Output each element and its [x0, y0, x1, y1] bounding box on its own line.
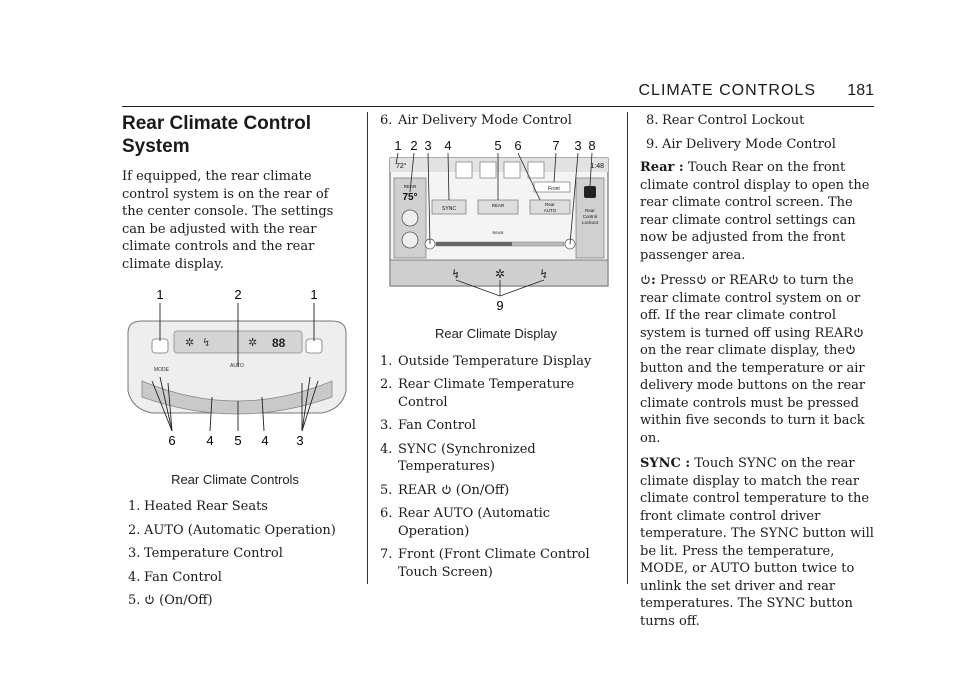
mode-glyph: ↯: [202, 336, 212, 349]
rear-climate-controls-illustration: [122, 281, 352, 461]
callout: 1: [394, 137, 402, 153]
power-icon: [441, 484, 452, 495]
callout: 5: [494, 137, 502, 153]
sync-paragraph: SYNC : Touch SYNC on the rear climate display to match the rear climate control temperature to the front climate control driver temperature. The SYNC button will be lit. Press the temperature, MODE, or AUTO button twice to unlink the set driver and rear temperatures. The SYNC button turns off.: [640, 456, 874, 629]
mode-glyph: ✲: [494, 266, 506, 281]
callout: 3: [296, 433, 304, 448]
column-1: [122, 112, 348, 616]
heated-seat-button: [152, 339, 168, 353]
rear-climate-display-illustration: [380, 136, 612, 316]
callout: 4: [444, 137, 452, 153]
rear-power-label: REAR: [491, 202, 505, 208]
list-item: 5. (On/Off): [128, 593, 213, 608]
clock: 1:48: [590, 162, 604, 170]
power-icon: [696, 274, 707, 285]
callout: 1: [156, 287, 164, 302]
intro-paragraph: If equipped, the rear climate control system is on the rear of the center console. The settings can be adjusted with the rear climate controls and the rear climate display.: [122, 169, 334, 272]
callout: 7: [552, 137, 560, 153]
rear-term: Rear :: [640, 160, 684, 175]
fan-slider-fill: [436, 242, 512, 246]
list-item: 2. AUTO (Automatic Operation): [128, 522, 336, 538]
display-legend-list: [380, 353, 612, 582]
list-item: 5. REAR (On/Off): [380, 482, 510, 498]
callout: 9: [496, 297, 504, 313]
list-item: 6. Air Delivery Mode Control: [380, 113, 572, 128]
legend-list: [122, 498, 348, 610]
page-header: [122, 82, 874, 106]
column-3: [640, 112, 876, 638]
sync-term: SYNC :: [640, 456, 691, 471]
power-icon: [845, 344, 856, 355]
icon-tile: [456, 162, 472, 178]
top-bar: [390, 158, 608, 172]
fan-glyph: ✲: [185, 336, 195, 349]
auto-label: AUTO: [230, 363, 244, 369]
power-paragraph: : Press or REAR to turn the rear climate control system on or off. If the rear climate control system is turned off using REAR on the rear climate display, the button and the temperature or air delivery mode buttons on the rear climate controls must be pressed within five seconds to turn it back on.: [640, 273, 866, 446]
rear-climate-controls-figure: [122, 281, 348, 488]
lock-icon: [584, 186, 596, 198]
figure-caption: Rear Climate Display: [434, 326, 558, 341]
list-item: 1. Outside Temperature Display: [380, 353, 592, 369]
list-item: 6. Rear AUTO (Automatic Operation): [380, 506, 551, 539]
sync-label: SYNC: [442, 205, 456, 212]
callout: 2: [234, 287, 242, 302]
section-heading: Rear Climate Control System: [122, 113, 311, 157]
list-item: 2. Rear Climate Temperature Control: [380, 377, 575, 410]
callout: 3: [424, 137, 432, 153]
fan-glyph: ✲: [248, 336, 258, 349]
icon-tile: [504, 162, 520, 178]
list-item: 4. Fan Control: [128, 569, 222, 585]
figure-caption: Rear Climate Controls: [171, 471, 299, 487]
power-icon: [768, 274, 779, 285]
lockout-label: Control: [582, 213, 598, 219]
list-item: 3. Fan Control: [380, 418, 476, 433]
lockout-label: Lockout: [582, 219, 598, 225]
setpoint: 75°: [402, 191, 418, 203]
icon-tile: [480, 162, 496, 178]
callout: 4: [206, 433, 214, 448]
legend-list-continued: [380, 112, 612, 130]
fan-label: REAR: [492, 229, 504, 235]
mode-glyph: ↯: [538, 266, 550, 281]
callout: 2: [410, 137, 418, 153]
rear-paragraph: Rear : Touch Rear on the front climate control display to open the rear climate control screen. The rear climate control settings can now be adjusted from the front passenger area.: [640, 160, 870, 263]
display-legend-list-continued: [640, 112, 876, 153]
rear-climate-display-figure: [380, 136, 612, 343]
list-item: 1. Heated Rear Seats: [128, 499, 268, 514]
temp-down-button: [402, 232, 418, 248]
mode-label: MODE: [154, 367, 169, 373]
callout: 8: [588, 137, 596, 153]
power-icon: [853, 327, 864, 338]
callout: 4: [261, 433, 269, 448]
list-item: 4. SYNC (Synchronized Temperatures): [380, 441, 536, 474]
section-title: CLIMATE CONTROLS: [638, 82, 816, 99]
front-label: Front: [548, 185, 560, 192]
header-rule: [122, 106, 874, 107]
callout: 3: [574, 137, 582, 153]
temp-up-button: [402, 210, 418, 226]
rear-temp-label: REAR: [403, 183, 417, 189]
list-item: 3. Temperature Control: [128, 546, 283, 561]
list-item: 7. Front (Front Climate Control Touch Screen): [380, 547, 590, 580]
callout: 5: [234, 433, 242, 448]
outside-temp: 72°: [396, 162, 407, 170]
list-item: 8. Rear Control Lockout: [646, 113, 805, 128]
rear-auto-label: Rear: [545, 201, 555, 207]
icon-tile: [528, 162, 544, 178]
power-icon: [144, 594, 155, 605]
lockout-label: Rear: [585, 207, 595, 213]
column-2: [380, 112, 612, 587]
column-divider: [367, 112, 368, 584]
page-number: 181: [847, 82, 874, 99]
display-digits: 88: [272, 336, 286, 350]
mode-glyph: ↯: [450, 266, 462, 281]
callout: 1: [310, 287, 318, 302]
callout: 6: [168, 433, 176, 448]
list-item: 9. Air Delivery Mode Control: [646, 136, 836, 152]
callout: 6: [514, 137, 522, 153]
heated-seat-button: [306, 339, 322, 353]
column-divider: [627, 112, 628, 584]
power-icon: [640, 274, 651, 285]
rear-auto-label: AUTO: [543, 207, 557, 213]
